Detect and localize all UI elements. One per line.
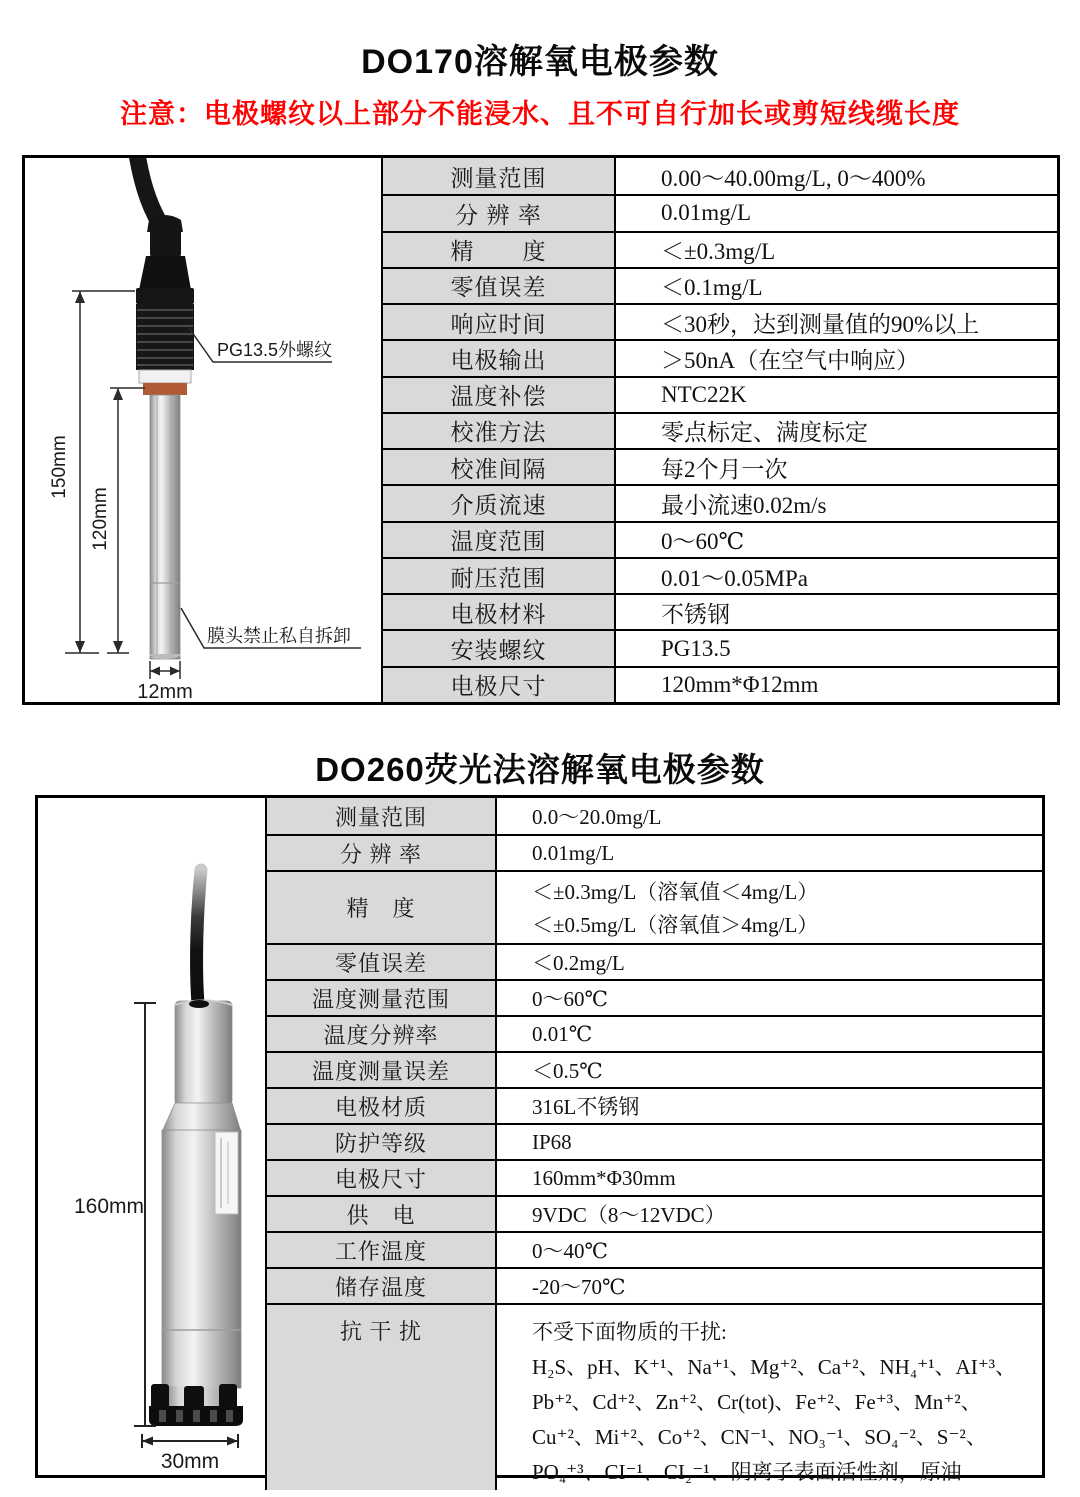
spec-value: 120mm*Φ12mm [616, 666, 1057, 702]
spec-label: 校准方法 [383, 412, 616, 448]
page-title-do170: DO170溶解氧电极参数 [361, 43, 719, 81]
spec-label: 测量范围 [383, 158, 616, 194]
dimension-150mm [65, 291, 135, 653]
spec-label: 介质流速 [383, 484, 616, 520]
membrane-callout-label: 膜头禁止私自拆卸 [207, 626, 351, 646]
spec-value: ＞50nA（在空气中响应） [616, 339, 1057, 375]
spec-value: 零点标定、满度标定 [616, 412, 1057, 448]
dimension-150mm-label: 150mm [49, 435, 70, 499]
dimension-30mm-label: 30mm [160, 1450, 220, 1473]
spec-value [497, 1303, 1042, 1490]
dimension-120mm [107, 388, 145, 653]
spec-value-line: 不受下面物质的干扰: [532, 1320, 727, 1344]
dimension-160mm-label: 160mm [74, 1195, 145, 1218]
spec-label: 温度范围 [383, 521, 616, 557]
spec-label: 测量范围 [267, 798, 497, 834]
spec-label: 电极输出 [383, 339, 616, 375]
spec-label: 储存温度 [267, 1267, 497, 1303]
spec-label: 电极尺寸 [267, 1159, 497, 1195]
steel-shaft [150, 395, 180, 659]
spec-value: ＜30秒，达到测量值的90%以上 [616, 303, 1057, 339]
spec-label: 抗 干 扰 [267, 1303, 497, 1490]
spec-value: 0～40℃ [497, 1231, 1042, 1267]
spec-value-line: H₂S、pH、K⁺¹、Na⁺¹、Mg⁺²、Ca⁺²、NH₄⁺¹、AI⁺³、 [532, 1355, 1017, 1379]
spec-label: 温度测量范围 [267, 979, 497, 1015]
spec-value: -20～70℃ [497, 1267, 1042, 1303]
do260-spec-table [35, 795, 1045, 1484]
spec-value: 0.00～40.00mg/L, 0～400% [661, 165, 926, 191]
dimension-30mm [142, 1434, 238, 1448]
spec-label: 工作温度 [267, 1231, 497, 1267]
spec-label: 温度补偿 [383, 376, 616, 412]
spec-label: 分 辨 率 [267, 834, 497, 870]
spec-value-line: Pb⁺²、Cd⁺²、Zn⁺²、Cr(tot)、Fe⁺²、Fe⁺³、Mn⁺²、 [532, 1390, 982, 1414]
spec-label: 电极材料 [383, 593, 616, 629]
spec-value-line: PO₄⁺³、CI⁻¹、CI₂⁻¹、阴离子表面活性剂，原油 [532, 1460, 962, 1484]
spec-value: 不锈钢 [616, 593, 1057, 629]
spec-label: 响应时间 [383, 303, 616, 339]
spec-label: 电极材质 [267, 1087, 497, 1123]
spec-label: 分 辨 率 [383, 194, 616, 230]
dimension-12mm [150, 661, 180, 679]
warning-text: 注意：电极螺纹以上部分不能浸水、且不可自行加长或剪短线缆长度 [120, 99, 960, 129]
spec-label: 防护等级 [267, 1123, 497, 1159]
spec-value-line: Cu⁺²、Mi⁺²、Co⁺²、CN⁻¹、NO₃⁻¹、SO₄⁻²、S⁻²、 [532, 1425, 987, 1449]
probe-cap [175, 1000, 232, 1106]
dimension-12mm-label: 12mm [137, 681, 193, 702]
spec-value: 0.01mg/L [616, 194, 1057, 230]
probe-cable [197, 870, 201, 1004]
spec-value: 9VDC（8～12VDC） [497, 1195, 1042, 1231]
spec-label: 零值误差 [383, 267, 616, 303]
spec-value [497, 870, 1042, 943]
thread-section [136, 304, 194, 370]
spec-value: 0.0～20.0mg/L [532, 805, 662, 829]
spec-label: 耐压范围 [383, 557, 616, 593]
do260-electrode-illustration [38, 798, 265, 1476]
spec-value: 0.01℃ [497, 1015, 1042, 1051]
spec-value: ＜0.2mg/L [497, 943, 1042, 979]
spec-value: ＜0.1mg/L [616, 267, 1057, 303]
do170-electrode-diagram [25, 158, 383, 702]
do170-electrode-illustration [25, 158, 381, 702]
dimension-120mm-label: 120mm [90, 487, 111, 551]
spec-value: ＜0.5℃ [497, 1051, 1042, 1087]
spec-value-line: ＜±0.5mg/L（溶氧值＞4mg/L） [532, 913, 819, 938]
spec-value: 最小流速0.02m/s [616, 484, 1057, 520]
probe-label-sticker [215, 1132, 238, 1214]
spec-label: 精 度 [383, 231, 616, 267]
orange-ring [143, 383, 187, 395]
thread-callout-label: PG13.5外螺纹 [217, 340, 333, 360]
do260-electrode-diagram [38, 798, 267, 1490]
protective-cage [149, 1384, 243, 1426]
white-ring [139, 370, 191, 383]
spec-value: PG13.5 [616, 629, 1057, 665]
spec-label: 零值误差 [267, 943, 497, 979]
spec-label: 精 度 [267, 870, 497, 943]
spec-value-line: ＜±0.3mg/L（溶氧值＜4mg/L） [532, 879, 819, 904]
spec-value: 160mm*Φ30mm [497, 1159, 1042, 1195]
spec-label: 温度分辨率 [267, 1015, 497, 1051]
spec-value: 每2个月一次 [616, 448, 1057, 484]
spec-value: ＜±0.3mg/L [616, 231, 1057, 267]
spec-value: 0～60℃ [497, 979, 1042, 1015]
page-title-do260: DO260荧光法溶解氧电极参数 [315, 751, 765, 788]
spec-value: IP68 [497, 1123, 1042, 1159]
probe-shoulder [162, 1103, 241, 1132]
spec-label: 安装螺纹 [383, 629, 616, 665]
spec-value: 0.01mg/L [497, 834, 1042, 870]
probe-connector [136, 215, 194, 304]
spec-value: 316L不锈钢 [497, 1087, 1042, 1123]
spec-value: 0～60℃ [616, 521, 1057, 557]
do170-spec-table [22, 155, 1060, 705]
spec-label: 温度测量误差 [267, 1051, 497, 1087]
spec-value: NTC22K [616, 376, 1057, 412]
spec-value: 0.01～0.05MPa [616, 557, 1057, 593]
spec-label: 校准间隔 [383, 448, 616, 484]
spec-label: 电极尺寸 [383, 666, 616, 702]
spec-label: 供 电 [267, 1195, 497, 1231]
